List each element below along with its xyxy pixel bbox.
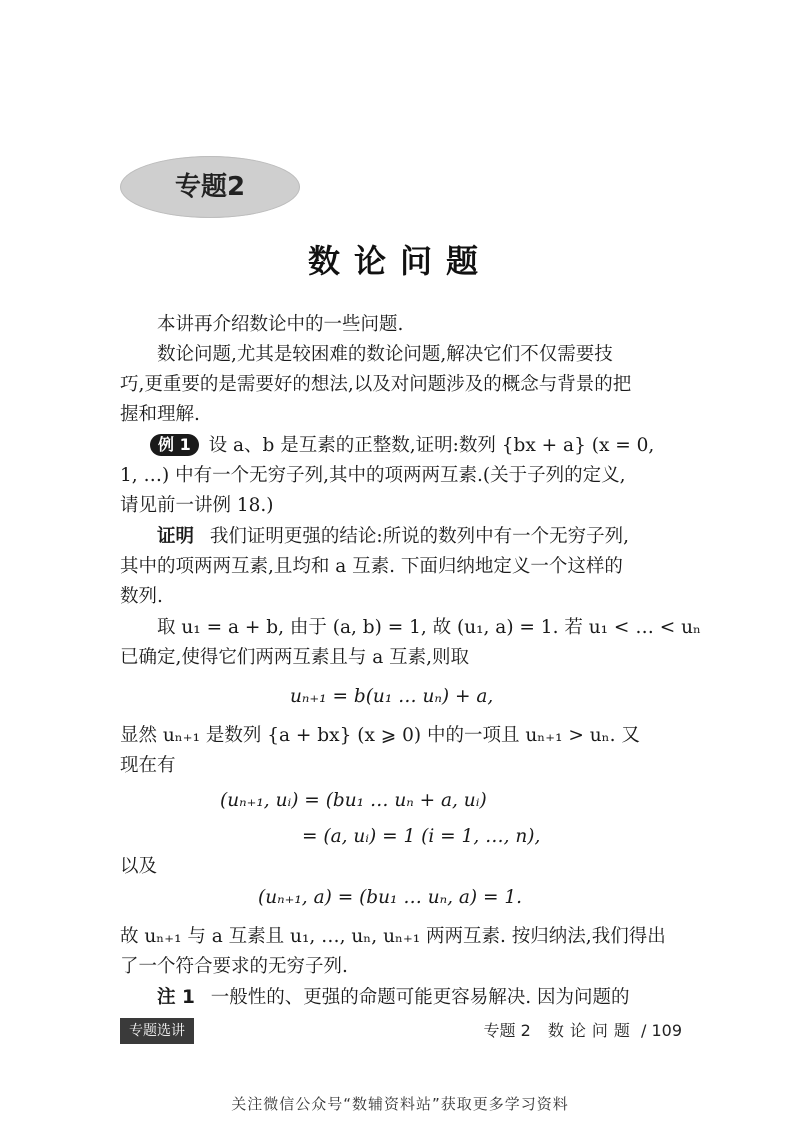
- note-line: [157, 985, 685, 1011]
- also-text: 以及: [120, 856, 158, 877]
- example-text-1: 设 a、b 是互素的正整数,证明:数列 {bx + a} (x = 0,: [208, 435, 655, 456]
- page-number: / 109: [640, 1021, 682, 1040]
- step-line-2: 已确定,使得它们两两互素且与 a 互素,则取: [120, 647, 470, 668]
- after-eq1-line-1: 显然 uₙ₊₁ 是数列 {a + bx} (x ⩾ 0) 中的一项且 uₙ₊₁ > uₙ. 又: [120, 725, 640, 746]
- footer-chapter: 专题 2: [483, 1021, 531, 1040]
- proof-line-2: 其中的项两两互素,且均和 a 互素. 下面归纳地定义一个这样的: [120, 556, 623, 577]
- proof-text-1: 我们证明更强的结论:所说的数列中有一个无穷子列,: [209, 526, 630, 547]
- intro-text: 本讲再介绍数论中的一些问题.: [157, 314, 404, 335]
- proof-line-3: 数列.: [120, 586, 163, 607]
- para1-line-1: 数论问题,尤其是较困难的数论问题,解决它们不仅需要技: [157, 344, 613, 365]
- step-line-1: 取 u₁ = a + b, 由于 (a, b) = 1, 故 (u₁, a) = 1. 若 u₁ < … < uₙ: [157, 617, 701, 638]
- example-line-3: 请见前一讲例 18.): [120, 495, 274, 516]
- running-footer: [484, 1018, 683, 1044]
- topic-badge: 专题2: [174, 172, 246, 202]
- equation-1: uₙ₊₁ = b(u₁ … uₙ) + a,: [290, 686, 494, 707]
- proof-line-1: [157, 524, 685, 550]
- example-line-2: 1, …) 中有一个无穷子列,其中的项两两互素.(关于子列的定义,: [120, 465, 626, 486]
- footer-chapter-title: 数论问题: [547, 1021, 636, 1040]
- note-text: 一般性的、更强的命题可能更容易解决. 因为问题的: [210, 987, 630, 1008]
- equation-3: = (a, uᵢ) = 1 (i = 1, …, n),: [302, 826, 541, 847]
- proof-label: 证明: [157, 526, 195, 547]
- note-label: 注 1: [157, 987, 195, 1008]
- conclusion-line-1: 故 uₙ₊₁ 与 a 互素且 u₁, …, uₙ, uₙ₊₁ 两两互素. 按归纳法,我们得出: [120, 926, 666, 947]
- watermark-text: 关注微信公众号“数辅资料站”获取更多学习资料: [231, 1095, 569, 1113]
- section-tag: 专题选讲: [120, 1018, 194, 1044]
- equation-4: (uₙ₊₁, a) = (bu₁ … uₙ, a) = 1.: [258, 887, 523, 908]
- para1-line-3: 握和理解.: [120, 404, 200, 425]
- page-title: 数论问题: [307, 242, 492, 280]
- after-eq1-line-2: 现在有: [120, 755, 176, 776]
- example-line-1: [150, 433, 678, 459]
- para1-line-2: 巧,更重要的是需要好的想法,以及对问题涉及的概念与背景的把: [120, 374, 632, 395]
- conclusion-line-2: 了一个符合要求的无穷子列.: [120, 956, 348, 977]
- equation-2: (uₙ₊₁, uᵢ) = (bu₁ … uₙ + a, uᵢ): [220, 790, 487, 811]
- example-badge: 例 1: [150, 434, 199, 456]
